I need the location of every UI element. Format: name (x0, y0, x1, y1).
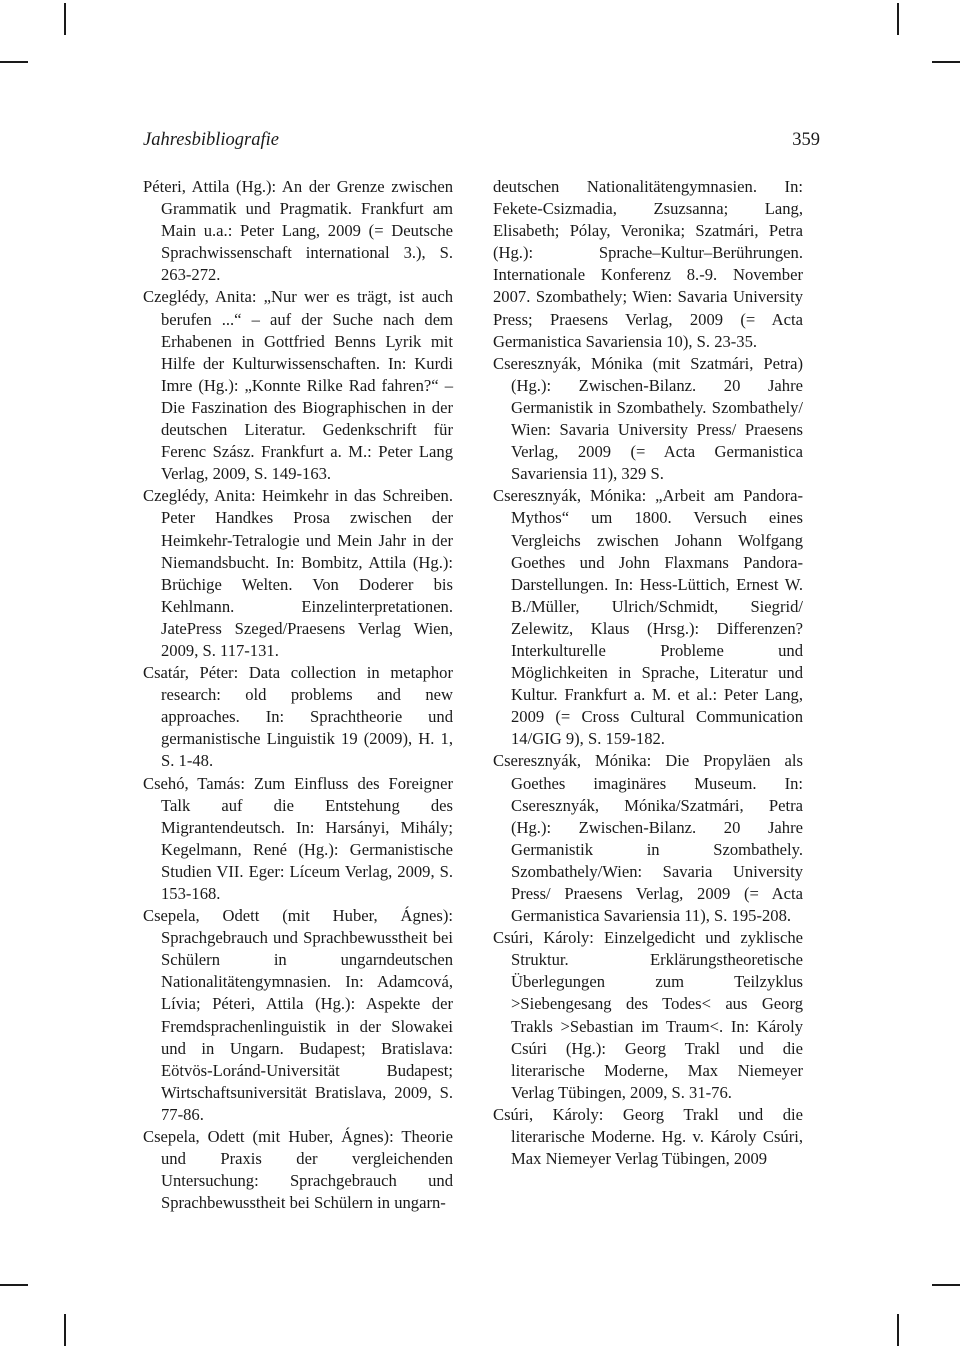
bibliography-entry: Csúri, Károly: Einzelgedicht und zyklische Struktur. Erklärungstheoretische Überlegungen zum Teilzyklus >Siebengesang des Todes< aus Georg Trakls >Sebastian im Traum<. In: Károly Csúri (Hg.): Georg Trakl und die literarische Moderne, Max Niemeyer Verlag Tübingen, 2009, S. 31-76. (493, 928, 803, 1102)
bibliography-entry: Czeglédy, Anita: Heimkehr in das Schreiben. Peter Handkes Prosa zwischen der Heimkehr-Tetralogie und Mein Jahr in der Niemandsbucht. In: Bombitz, Attila (Hg.): Brüchige Welten. Von Doderer bis Kehlmann. Einzelinterpretationen. JatePress Szeged/Praesens Verlag Wien, 2009, S. 117-131. (143, 486, 453, 660)
right-column (493, 176, 803, 1170)
crop-mark-top-right (897, 3, 899, 35)
crop-mark-bottom-right (897, 1314, 899, 1346)
crop-mark-bottom-right (932, 1284, 960, 1286)
bibliography-entry: Czeglédy, Anita: „Nur wer es trägt, ist auch berufen ...“ – auf der Suche nach dem Erhabenen in Gottfried Benns Lyrik mit Hilfe der Kulturwissenschaften. In: Kurdi Imre (Hg.): „Konnte Rilke Rad fahren?“ – Die Faszination des Biographischen in der deutschen Literatur. Gedenkschrift für Ferenc Szász. Frankfurt a. M.: Peter Lang Verlag, 2009, S. 149-163. (143, 287, 453, 484)
bibliography-entry: Cseresznyák, Mónika (mit Szatmári, Petra) (Hg.): Zwischen-Bilanz. 20 Jahre Germanistik in Szombathely. Szombathely/ Wien: Savaria University Press/ Praesens Verlag, 2009 (= Acta Germanistica Savariensia 11), 329 S. (493, 353, 803, 484)
bibliography-entry-continued: deutschen Nationalitätengymnasien. In: Fekete-Csizmadia, Zsuzsanna; Lang, Elisabeth; Pólay, Veronika; Szatmári, Petra (Hg.): Sprache–Kultur–Berührungen. Internationale Konferenz 8.-9. November 2007. Szombathely; Wien: Savaria University Press; Praesens Verlag, 2009 (= Acta Germanistica Savariensia 10), S. 23-35. (493, 177, 803, 351)
page-number: 359 (792, 130, 820, 150)
crop-mark-bottom-left (0, 1284, 28, 1286)
crop-mark-top-right (932, 61, 960, 63)
bibliography-entry: Péteri, Attila (Hg.): An der Grenze zwischen Grammatik und Pragmatik. Frankfurt am Main u.a.: Peter Lang, 2009 (= Deutsche Sprachwissenschaft international 3.), S. 263-272. (143, 177, 453, 285)
bibliography-entry: Csepela, Odett (mit Huber, Ágnes): Sprachgebrauch und Sprachbewusstheit bei Schülern in ungarndeutschen Nationalitätengymnasien. In: Adamcová, Lívia; Péteri, Attila (Hg.): Aspekte der Fremdsprachenlinguistik in der Slowakei und in Ungarn. Budapest; Bratislava: Eötvös-Loránd-Universität Budapest; Wirtschaftsuniversität Bratislava, 2009, S. 77-86. (143, 906, 453, 1124)
bibliography-entry: Csehó, Tamás: Zum Einfluss des Foreigner Talk auf die Entstehung des Migrantendeutsch. In: Harsányi, Mihály; Kegelmann, René (Hg.): Germanistische Studien VII. Eger: Líceum Verlag, 2009, S. 153-168. (143, 773, 453, 903)
running-head (143, 126, 820, 154)
bibliography-entry: Csúri, Károly: Georg Trakl und die literarische Moderne. Hg. v. Károly Csúri, Max Niemeyer Verlag Tübingen, 2009 (493, 1104, 803, 1169)
crop-mark-top-left (0, 61, 28, 63)
bibliography-entry: Cseresznyák, Mónika: „Arbeit am Pandora-Mythos“ um 1800. Versuch eines Vergleichs zwischen Johann Wolfgang Goethes und John Flaxmans Pandora-Darstellungen. In: Hess-Lüttich, Ernest W. B./Müller, Ulrich/Schmidt, Siegrid/ Zelewitz, Klaus (Hrsg.): Differenzen? Interkulturelle Probleme und Möglichkeiten in Sprache, Literatur und Kultur. Frankfurt a. M. et al.: Peter Lang, 2009 (= Cross Cultural Communication 14/GIG 9), S. 159-182. (493, 486, 803, 749)
running-head-title: Jahresbibliografie (143, 130, 279, 150)
crop-mark-bottom-left (64, 1314, 66, 1346)
bibliography-entry: Cseresznyák, Mónika: Die Propyläen als Goethes imaginäres Museum. In: Cseresznyák, Mónika/Szatmári, Petra (Hg.): Zwischen-Bilanz. 20 Jahre Germanistik in Szombathely. Szombathely/Wien: Savaria University Press/ Praesens Verlag, 2009 (= Acta Germanistica Savariensia 11), S. 195-208. (493, 751, 803, 926)
crop-mark-top-left (64, 3, 66, 35)
bibliography-entry: Csatár, Péter: Data collection in metaphor research: old problems and new approaches. In: Sprachtheorie und germanistische Linguistik 19 (2009), H. 1, S. 1-48. (143, 663, 453, 771)
left-column (143, 176, 453, 1214)
bibliography-entry: Csepela, Odett (mit Huber, Ágnes): Theorie und Praxis der vergleichenden Untersuchung: Sprachgebrauch und Sprachbewusstheit bei Schülern in ungarn- (143, 1127, 453, 1213)
